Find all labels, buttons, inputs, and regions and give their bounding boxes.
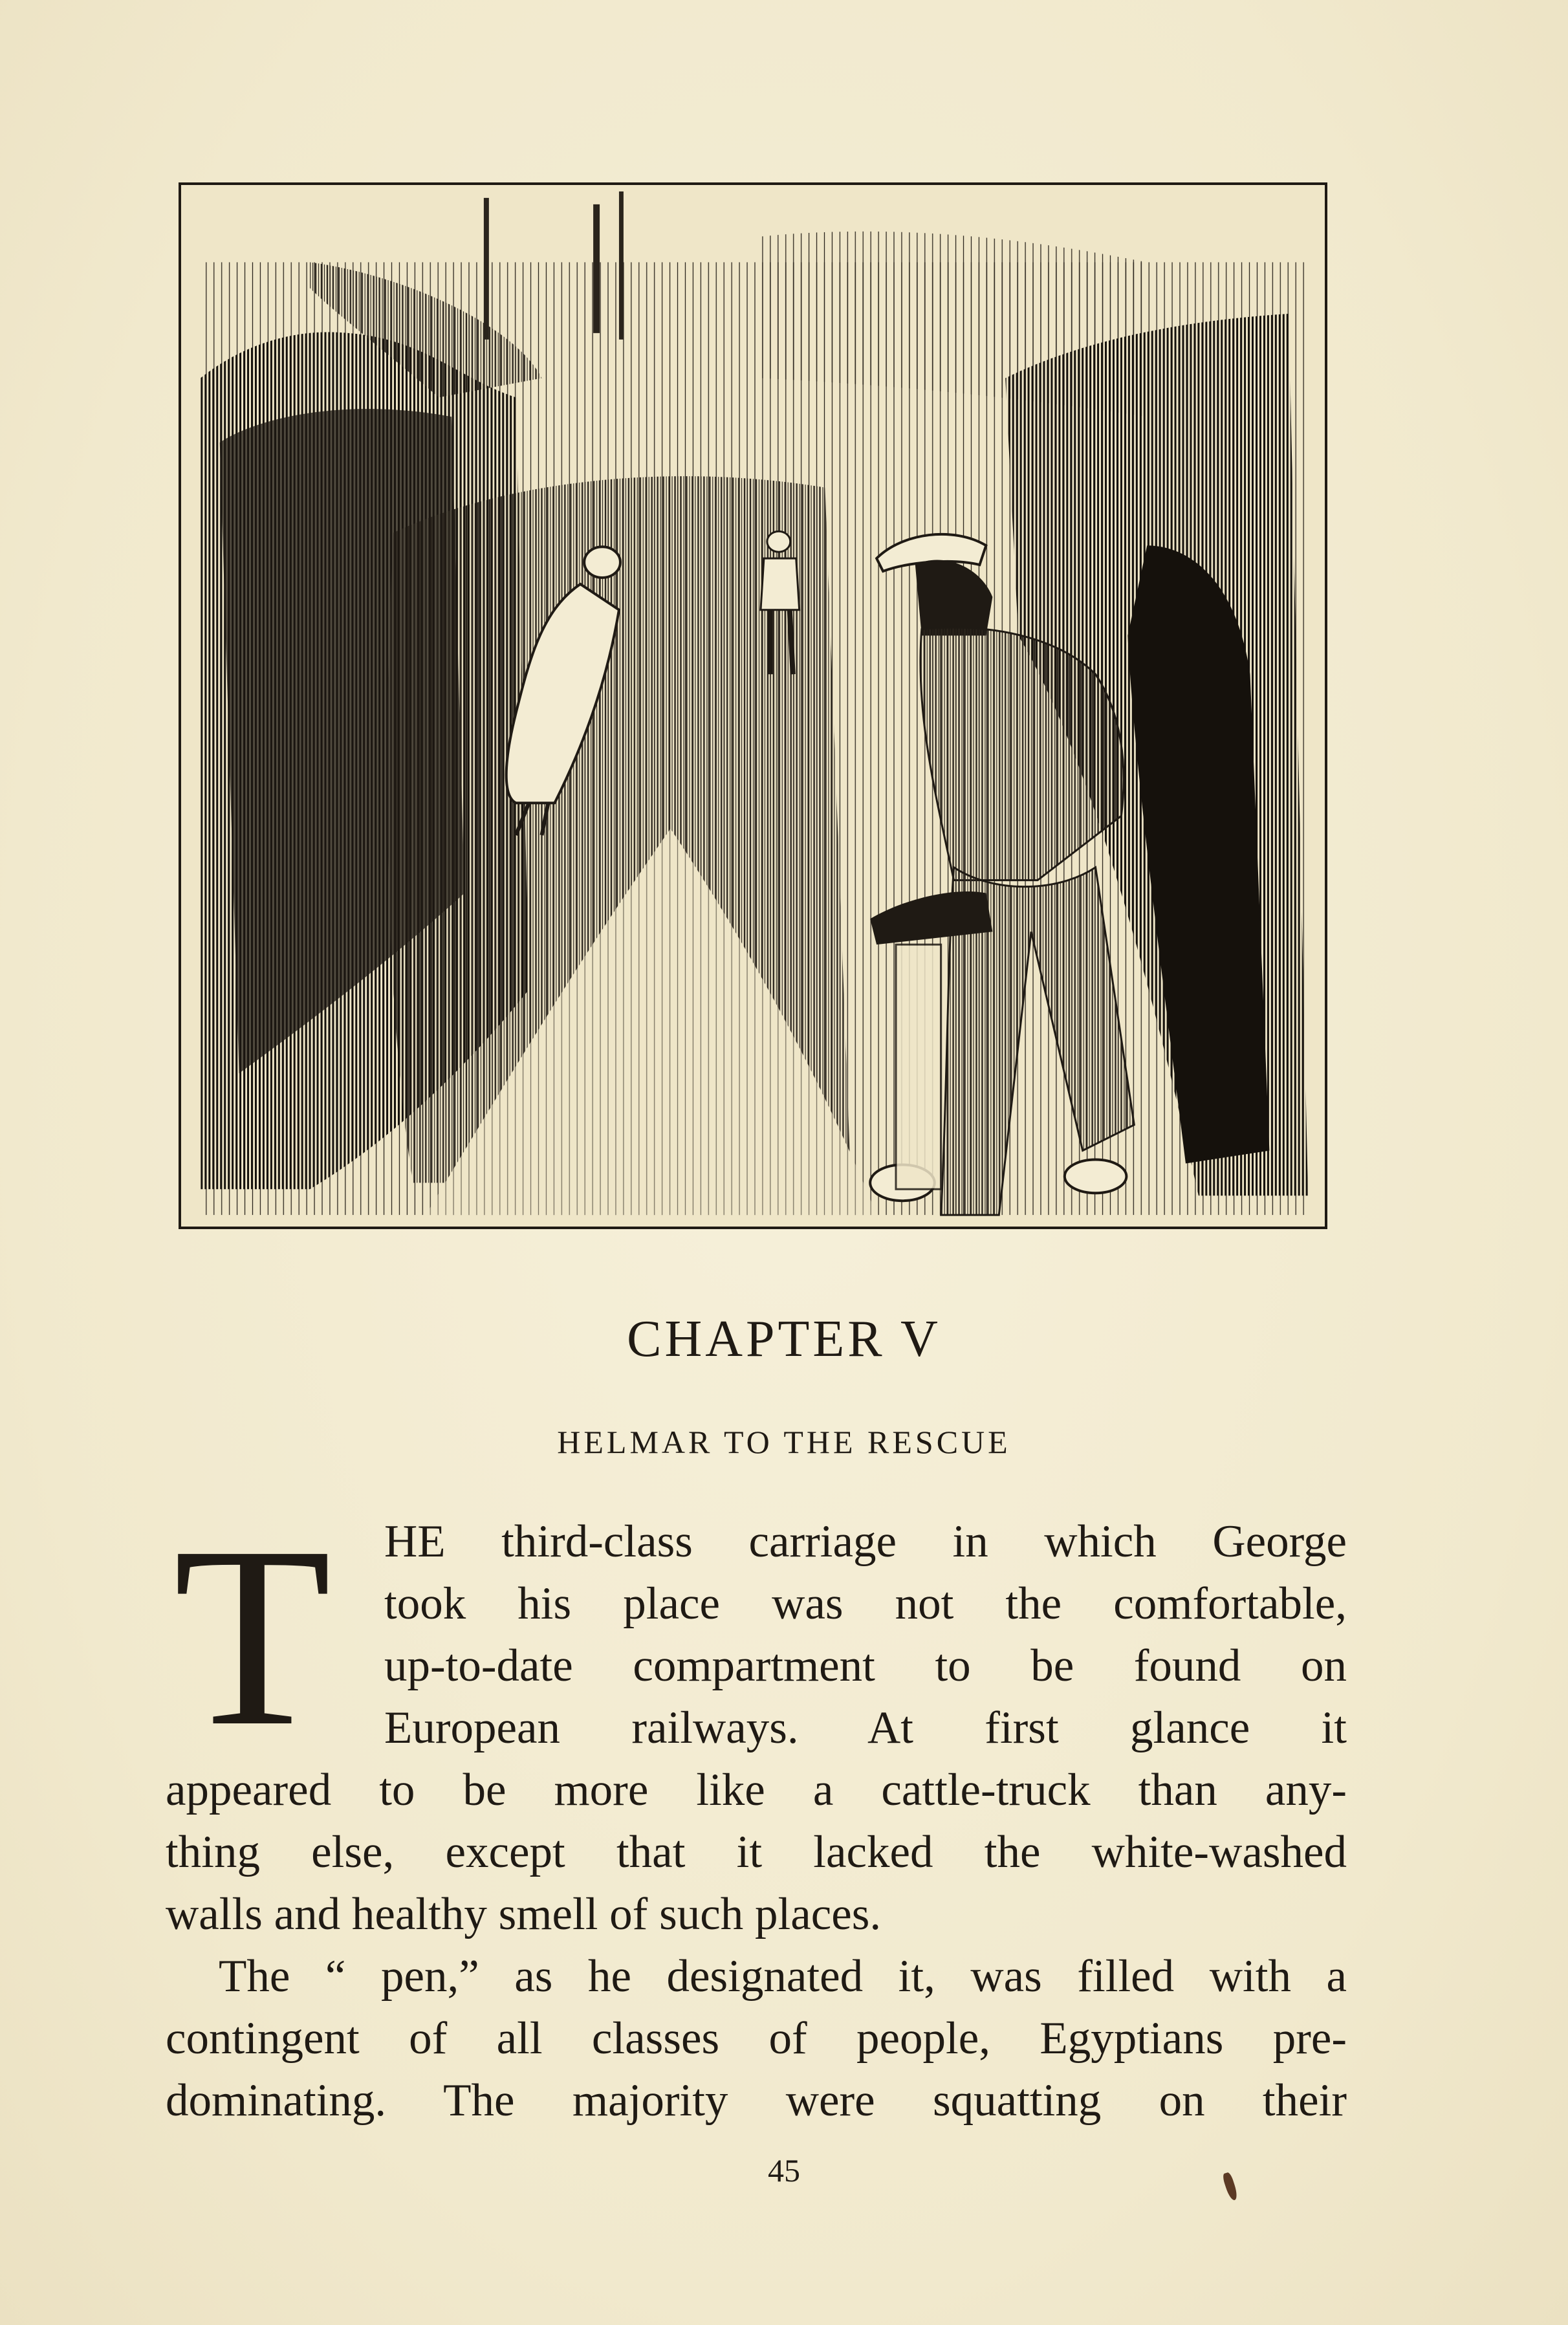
body-line: contingent of all classes of people, Egyptians pre- xyxy=(166,2013,1347,2064)
body-line: European railways. At first glance it xyxy=(384,1703,1347,1753)
street-scene-illustration-icon xyxy=(181,185,1325,1227)
drop-cap: T xyxy=(173,1493,332,1780)
body-line: thing else, except that it lacked the white-washed xyxy=(166,1827,1347,1877)
page-number: 45 xyxy=(768,2152,800,2189)
body-line: walls and healthy smell of such places. xyxy=(166,1889,882,1939)
body-line: appeared to be more like a cattle-truck than any- xyxy=(166,1765,1347,1815)
body-line: The “ pen,” as he designated it, was filled with a xyxy=(219,1951,1347,2002)
chapter-illustration xyxy=(179,182,1327,1229)
body-line: up-to-date compartment to be found on xyxy=(384,1641,1347,1691)
chapter-subtitle: HELMAR TO THE RESCUE xyxy=(557,1424,1011,1460)
chapter-title: CHAPTER V xyxy=(627,1311,941,1368)
body-line: took his place was not the comfortable, xyxy=(384,1578,1347,1629)
body-line: HE third-class carriage in which George xyxy=(384,1516,1347,1567)
body-line: dominating. The majority were squatting on their xyxy=(166,2075,1347,2126)
